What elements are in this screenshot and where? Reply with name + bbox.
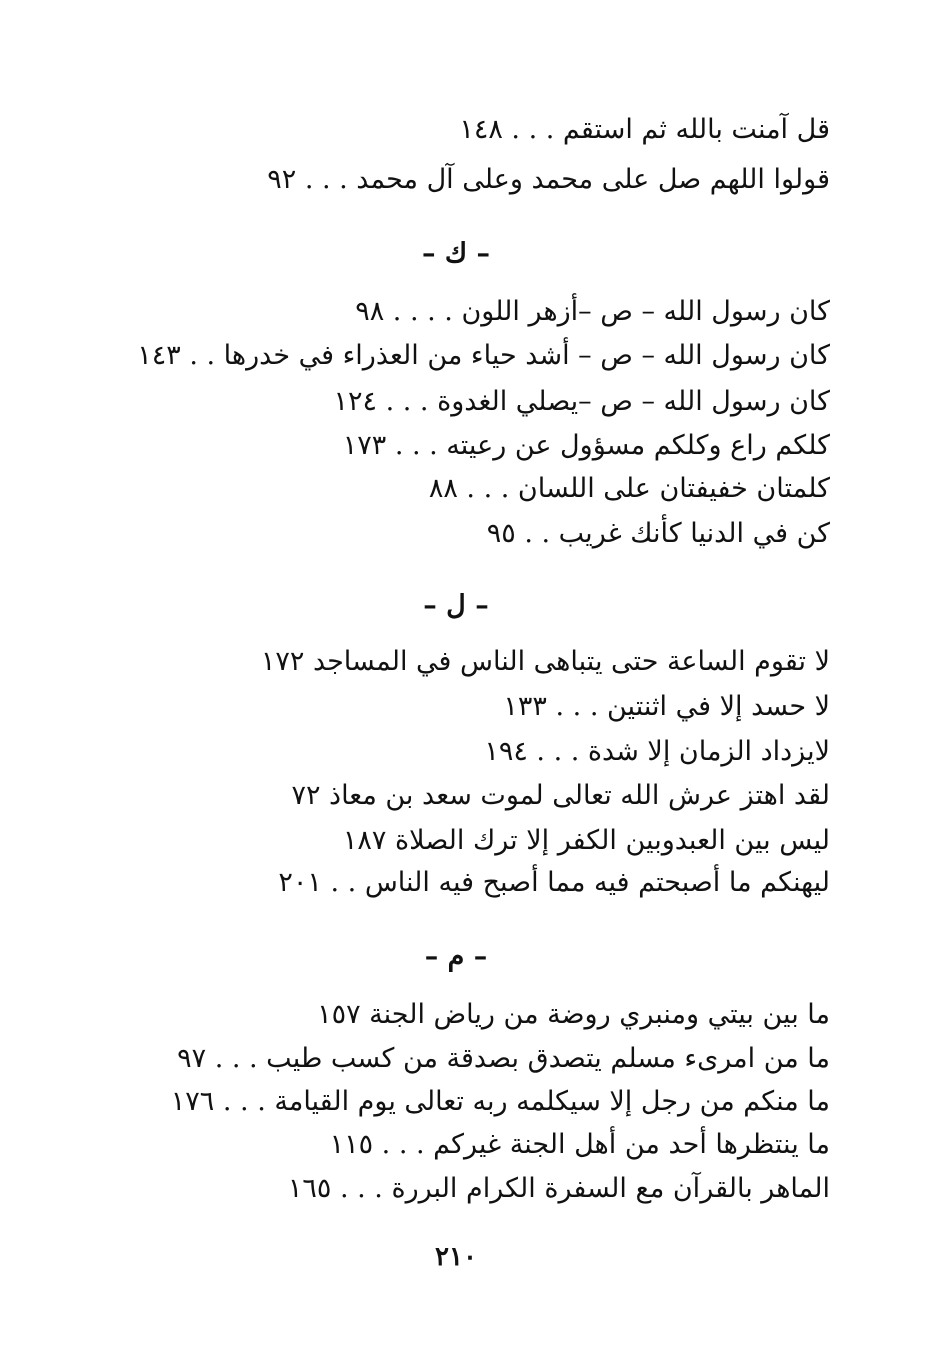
page-number: ٢١٠: [435, 1242, 477, 1272]
entry-line: قل آمنت بالله ثم استقم . . . ١٤٨: [459, 114, 830, 145]
entry-line: كن في الدنيا كأنك غريب . . ٩٥: [486, 518, 830, 549]
entry-line: الماهر بالقرآن مع السفرة الكرام البررة . . . ١٦٥: [287, 1173, 830, 1204]
entry-line: ما منكم من رجل إلا سيكلمه ربه تعالى يوم القيامة . . . ١٧٦: [170, 1086, 830, 1117]
entry-line: لقد اهتز عرش الله تعالى لموت سعد بن معاذ ٧٢: [291, 780, 830, 811]
entry-line: لا تقوم الساعة حتى يتباهى الناس في المساجد ١٧٢: [260, 646, 830, 677]
section-header-mim: – م –: [424, 941, 488, 972]
entry-line: كان رسول الله – ص –يصلي الغدوة . . . ١٢٤: [333, 386, 830, 417]
entry-line: ما ينتظرها أحد من أهل الجنة غيركم . . . ١١٥: [329, 1129, 830, 1160]
section-header-kaf: – ك –: [421, 238, 491, 269]
entry-line: كان رسول الله – ص – أشد حياء من العذراء في خدرها . . ١٤٣: [137, 340, 830, 371]
entry-line: ليس بين العبدوبين الكفر إلا ترك الصلاة ١٨٧: [342, 825, 830, 856]
entry-line: لايزداد الزمان إلا شدة . . . ١٩٤: [484, 736, 830, 767]
section-header-lam: – ل –: [423, 590, 489, 621]
entry-line: ما من امرىء مسلم يتصدق بصدقة من كسب طيب . . . ٩٧: [177, 1043, 830, 1074]
entry-line: ما بين بيتي ومنبري روضة من رياض الجنة ١٥٧: [317, 999, 830, 1030]
entry-line: قولوا اللهم صل على محمد وعلى آل محمد . . . ٩٢: [267, 164, 830, 195]
entry-line: كلكم راع وكلكم مسؤول عن رعيته . . . ١٧٣: [342, 430, 830, 461]
entry-line: لا حسد إلا في اثنتين . . . ١٣٣: [503, 691, 830, 722]
entry-line: كان رسول الله – ص –أزهر اللون . . . . ٩٨: [355, 296, 830, 327]
entry-line: ليهنكم ما أصبحتم فيه مما أصبح فيه الناس . . ٢٠١: [278, 867, 830, 898]
entry-line: كلمتان خفيفتان على اللسان . . . ٨٨: [428, 473, 830, 504]
